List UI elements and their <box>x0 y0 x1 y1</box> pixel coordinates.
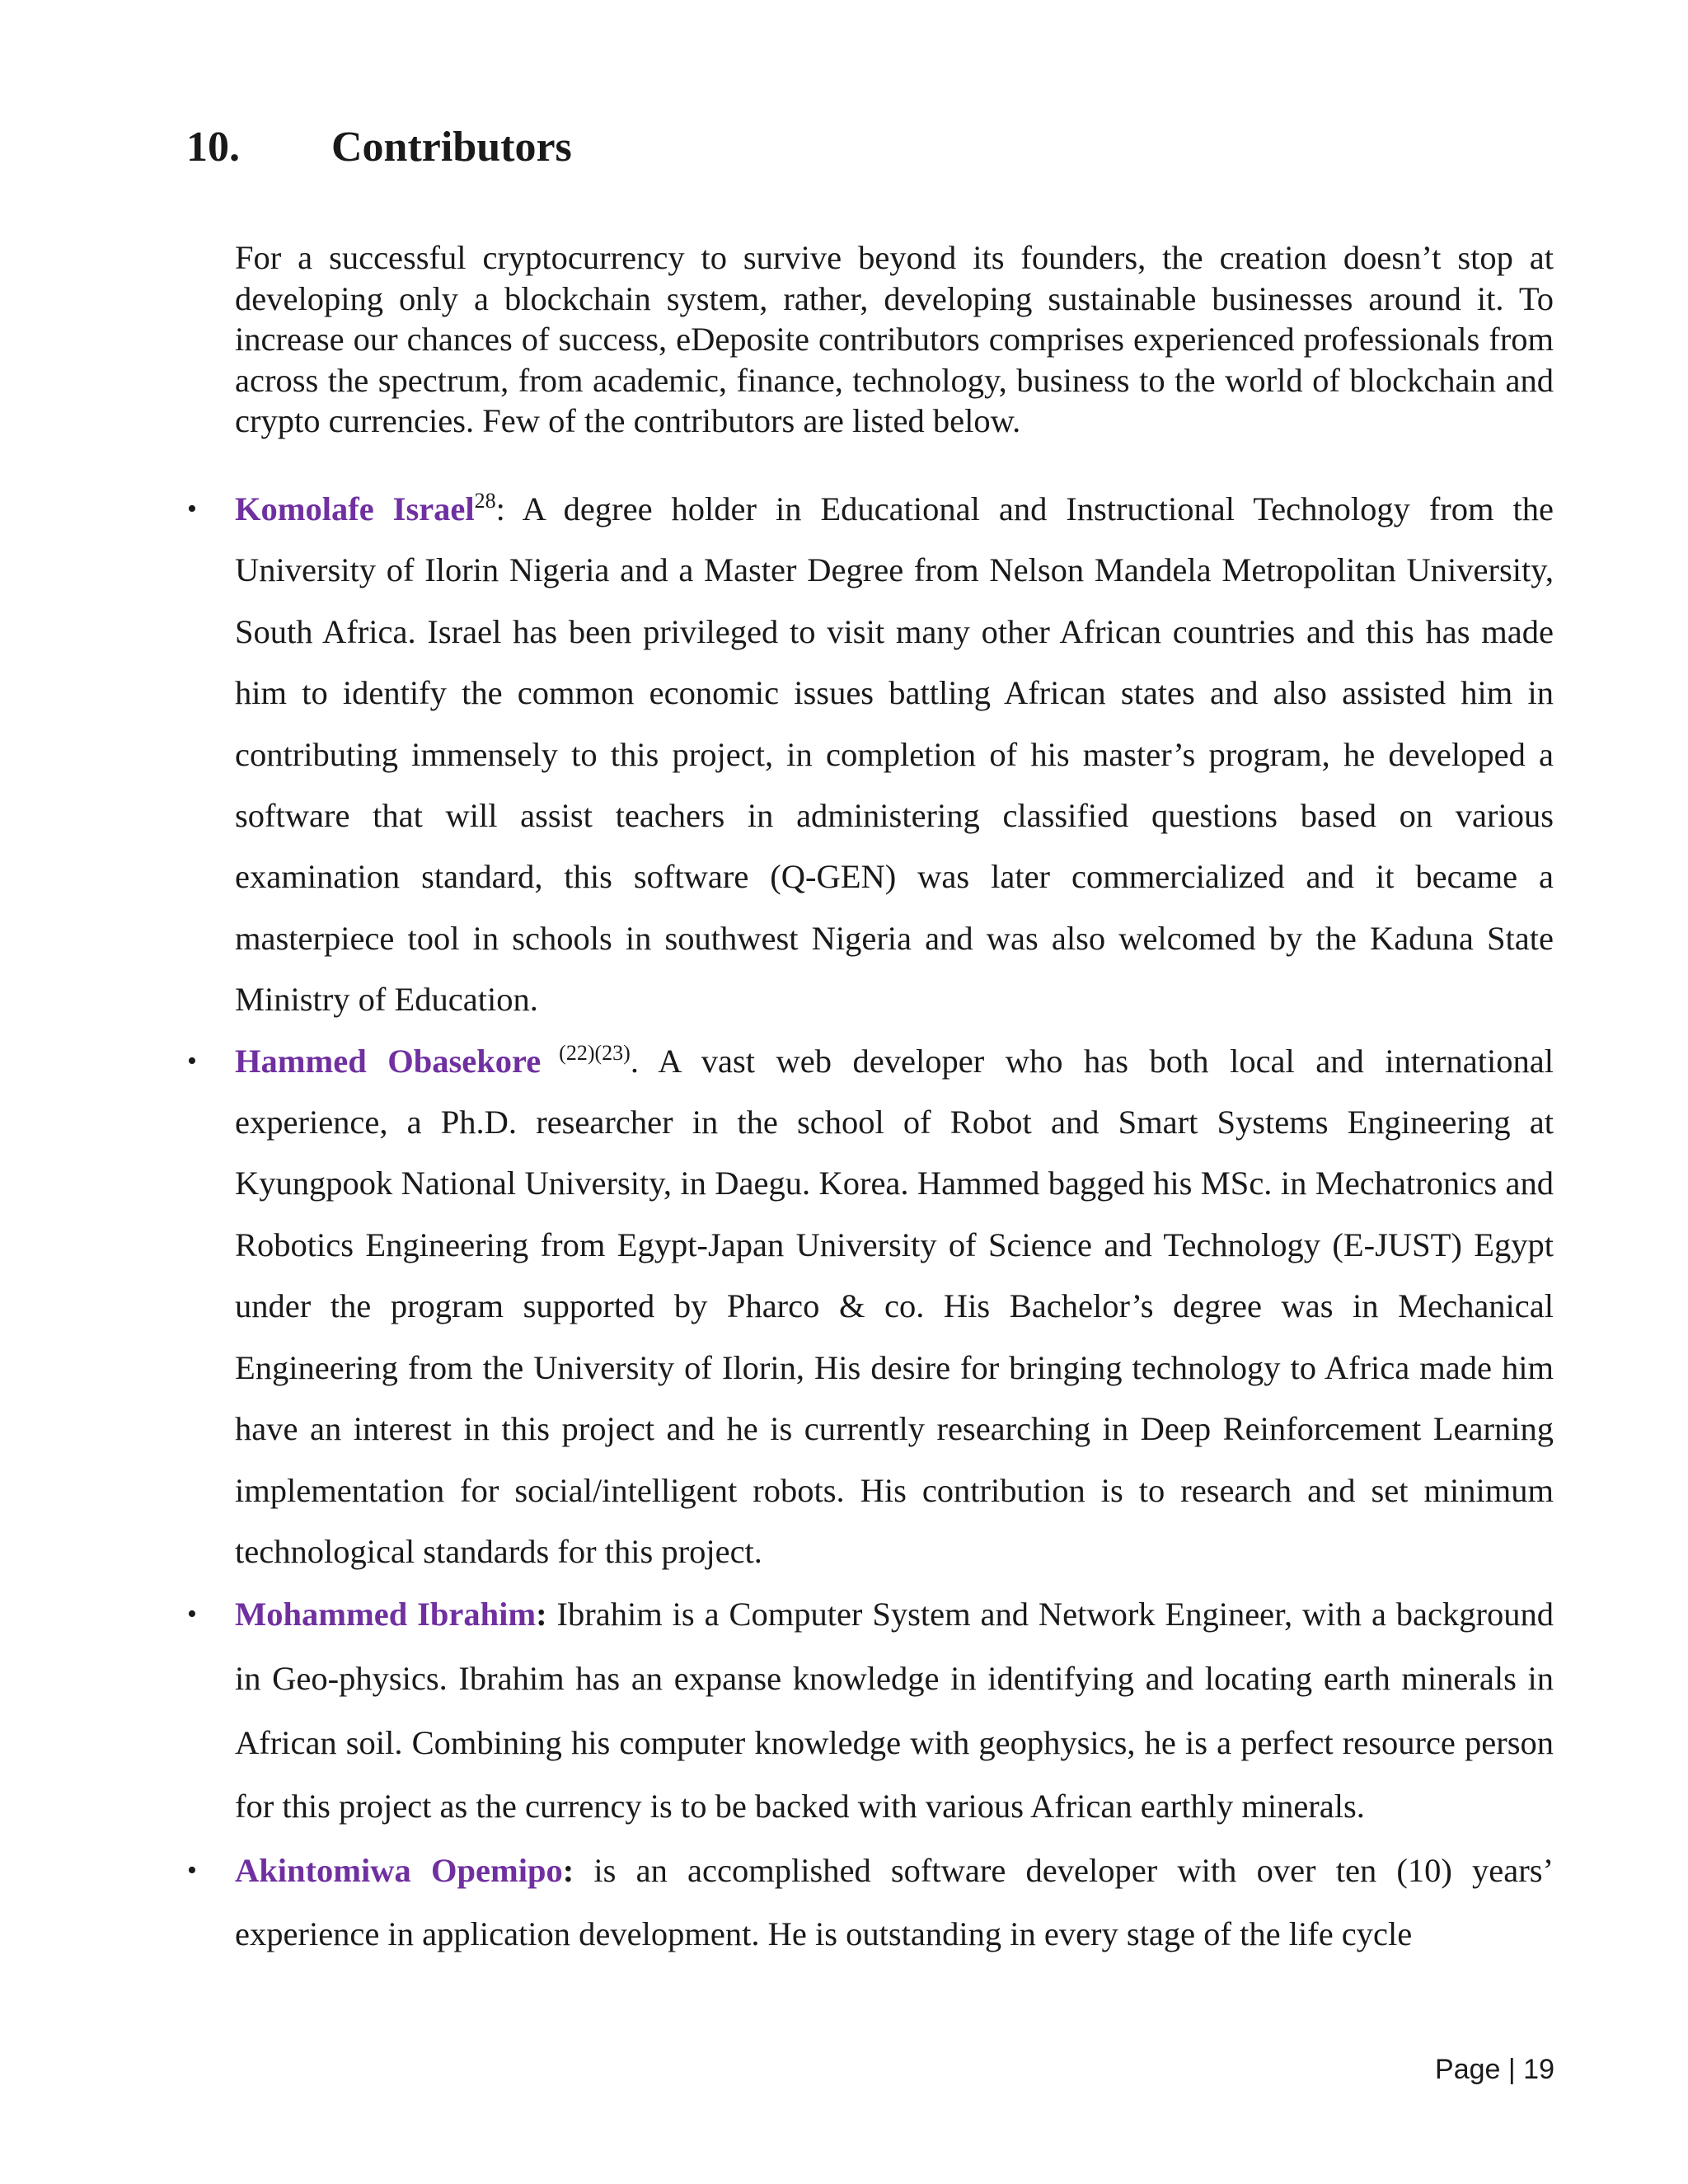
contributor-separator: : <box>495 490 505 527</box>
contributor-bio: A degree holder in Educational and Instructional Technology from the University of Ilorin Nigeria and a Master Degree from Nelson Mandela Metropolitan University, South Africa. Israel has been privileged to visit many other African countries and this has made him to identify the common economic issues battling African states and also assisted him in contributing immensely to this project, in completion of his master’s program, he developed a software that will assist teachers in administering classified questions based on various examination standard, this software (Q-GEN) was later commercialized and it became a masterpiece tool in schools in southwest Nigeria and was also welcomed by the Kaduna State Ministry of Education. <box>235 490 1554 1019</box>
contributor-name: Akintomiwa Opemipo <box>235 1851 563 1889</box>
section-title: Contributors <box>331 124 572 171</box>
intro-paragraph: For a successful cryptocurrency to survive beyond its founders, the creation doesn’t stop at developing only a blockchain system, rather, developing sustainable businesses around it. To increase our chances of success, eDeposite contributors comprises experienced professionals from across the spectrum, from academic, finance, technology, business to the world of blockchain and crypto currencies. Few of the contributors are listed below. <box>235 239 1554 439</box>
bullet-icon: • <box>187 1599 197 1630</box>
contributor-item <box>187 1839 1554 1966</box>
contributor-name: Mohammed Ibrahim <box>235 1596 537 1633</box>
contributor-bio: A vast web developer who has both local and international experience, a Ph.D. researcher in the school of Robot and Smart Systems Engineering at Kyungpook National University, in Daegu. Korea. Hammed bagged his MSc. in Mechatronics and Robotics Engineering from Egypt-Japan University of Science and Technology (E-JUST) Egypt under the program supported by Pharco & co. His Bachelor’s degree was in Mechanical Engineering from the University of Ilorin, His desire for bringing technology to Africa made him have an interest in this project and he is currently researching in Deep Reinforcement Learning implementation for social/intelligent robots. His contribution is to research and set minimum technological standards for this project. <box>235 1042 1554 1570</box>
reference-superscript: 28 <box>474 489 496 513</box>
contributor-item <box>187 479 1554 1031</box>
contributor-item <box>187 1582 1554 1838</box>
reference-superscript: (22)(23) <box>541 1040 631 1065</box>
contributor-separator: : <box>536 1596 547 1633</box>
contributor-name: Komolafe Israel <box>235 490 475 527</box>
contributor-separator: : <box>562 1851 574 1889</box>
bullet-icon: • <box>187 494 197 524</box>
bullet-icon: • <box>187 1045 197 1076</box>
page-number: Page | 19 <box>1435 2054 1554 2085</box>
contributor-item <box>187 1031 1554 1583</box>
section-heading <box>186 122 572 173</box>
contributor-separator: . <box>630 1042 639 1080</box>
bullet-icon: • <box>187 1854 197 1886</box>
contributor-name: Hammed Obasekore <box>235 1042 542 1080</box>
section-number: 10. <box>186 124 240 171</box>
contributors-list <box>187 479 1554 1966</box>
contributor-bio: Ibrahim is a Computer System and Network Engineer, with a background in Geo-physics. Ibrahim has an expanse knowledge in identifying and locating earth minerals in African soil. Combining his computer knowledge with geophysics, he is a perfect resource person for this project as the currency is to be backed with various African earthly minerals. <box>235 1596 1554 1825</box>
contributor-bio: is an accomplished software developer with over ten (10) years’ experience in application development. He is outstanding in every stage of the life cycle <box>235 1851 1554 1953</box>
